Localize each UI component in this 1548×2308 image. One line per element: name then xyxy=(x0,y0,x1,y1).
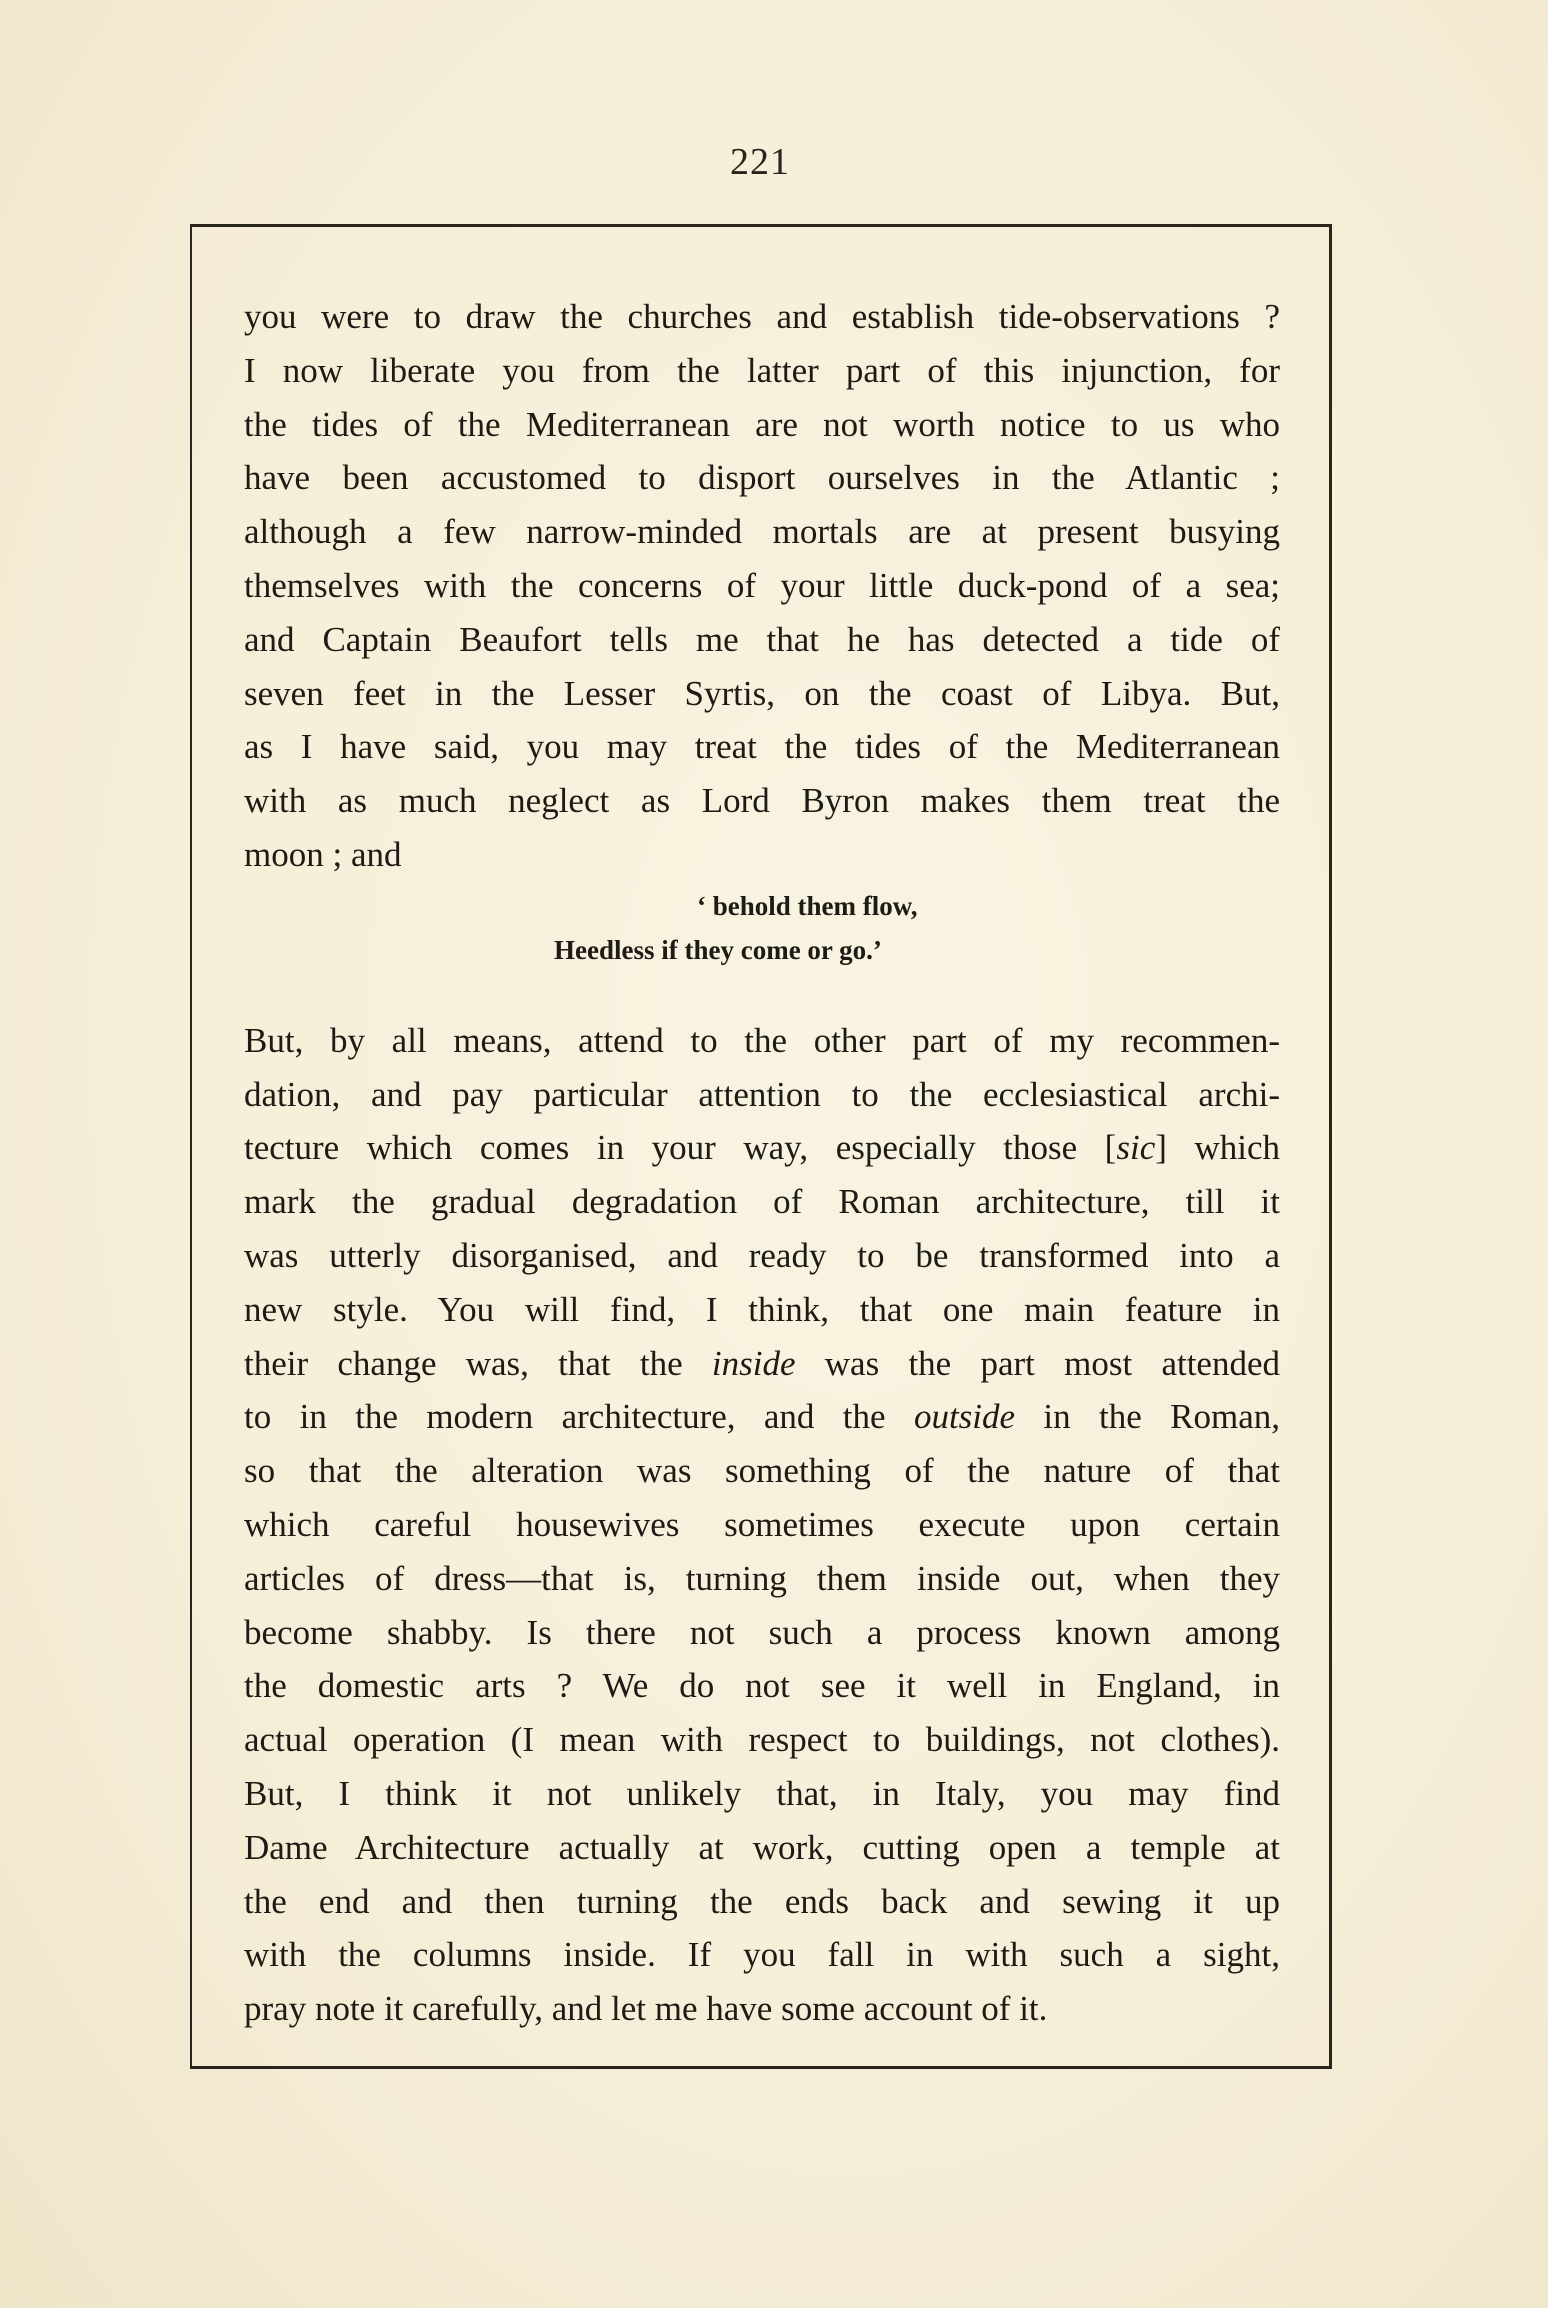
quoted-verse-line: ‘ behold them flow, xyxy=(697,890,918,921)
text-segment: their change was, that the xyxy=(244,1343,712,1383)
text-line: become shabby. Is there not such a process known among xyxy=(244,1612,1280,1652)
quoted-verse-line: Heedless if they come or go.’ xyxy=(554,934,882,965)
text-line: Dame Architecture actually at work, cutting open a temple at xyxy=(244,1827,1280,1867)
text-segment: was the part most attended xyxy=(795,1343,1280,1383)
text-segment: to in the modern architecture, and the xyxy=(244,1397,914,1437)
text-line: the tides of the Mediterranean are not worth notice to us who xyxy=(244,404,1280,444)
text-line: as I have said, you may treat the tides of the Mediterranean xyxy=(244,727,1280,767)
text-line: new style. You will find, I think, that one main feature in xyxy=(244,1289,1280,1329)
text-line: But, by all means, attend to the other part of my recommen- xyxy=(244,1020,1280,1060)
text-line xyxy=(244,1390,1280,1444)
text-line: so that the alteration was something of the nature of that xyxy=(244,1451,1280,1491)
text-line xyxy=(244,1121,1280,1175)
page-body-text xyxy=(244,290,1280,2036)
text-line: although a few narrow-minded mortals are at present busying xyxy=(244,512,1280,552)
text-line: with as much neglect as Lord Byron makes them treat the xyxy=(244,781,1280,821)
italic-outside: outside xyxy=(913,1397,1016,1437)
text-line: moon ; and xyxy=(244,834,402,874)
text-line: actual operation (I mean with respect to buildings, not clothes). xyxy=(244,1720,1280,1760)
text-line: was utterly disorganised, and ready to be transformed into a xyxy=(244,1235,1280,1275)
text-line: the domestic arts ? We do not see it well in England, in xyxy=(244,1666,1280,1706)
text-line: themselves with the concerns of your little duck-pond of a sea; xyxy=(244,565,1280,605)
text-line: which careful housewives sometimes execute upon certain xyxy=(244,1504,1280,1544)
text-line: have been accustomed to disport ourselves in the Atlantic ; xyxy=(244,458,1280,498)
text-line: mark the gradual degradation of Roman architecture, till it xyxy=(244,1182,1280,1222)
text-line: you were to draw the churches and establish tide-observations ? xyxy=(244,297,1280,336)
text-line: the end and then turning the ends back and sewing it up xyxy=(244,1881,1280,1921)
text-segment: in the Roman, xyxy=(1015,1397,1280,1437)
italic-inside: inside xyxy=(711,1343,796,1383)
text-segment: tecture which comes in your way, especially those [ xyxy=(244,1128,1117,1168)
page-number: 221 xyxy=(730,141,790,183)
text-line: But, I think it not unlikely that, in Italy, you may find xyxy=(244,1773,1280,1813)
text-line: pray note it carefully, and let me have some account of it. xyxy=(244,1989,1048,2029)
text-line: and Captain Beaufort tells me that he has detected a tide of xyxy=(244,619,1280,659)
text-line: dation, and pay particular attention to the ecclesiastical archi- xyxy=(244,1074,1280,1114)
text-line: seven feet in the Lesser Syrtis, on the coast of Libya. But, xyxy=(244,673,1280,713)
text-line: with the columns inside. If you fall in with such a sight, xyxy=(244,1935,1280,1975)
italic-sic: sic xyxy=(1116,1128,1156,1168)
text-line: articles of dress—that is, turning them inside out, when they xyxy=(244,1558,1280,1598)
text-line xyxy=(244,1337,1280,1391)
text-segment: ] which xyxy=(1155,1128,1280,1168)
text-line: I now liberate you from the latter part of this injunction, for xyxy=(244,350,1280,390)
